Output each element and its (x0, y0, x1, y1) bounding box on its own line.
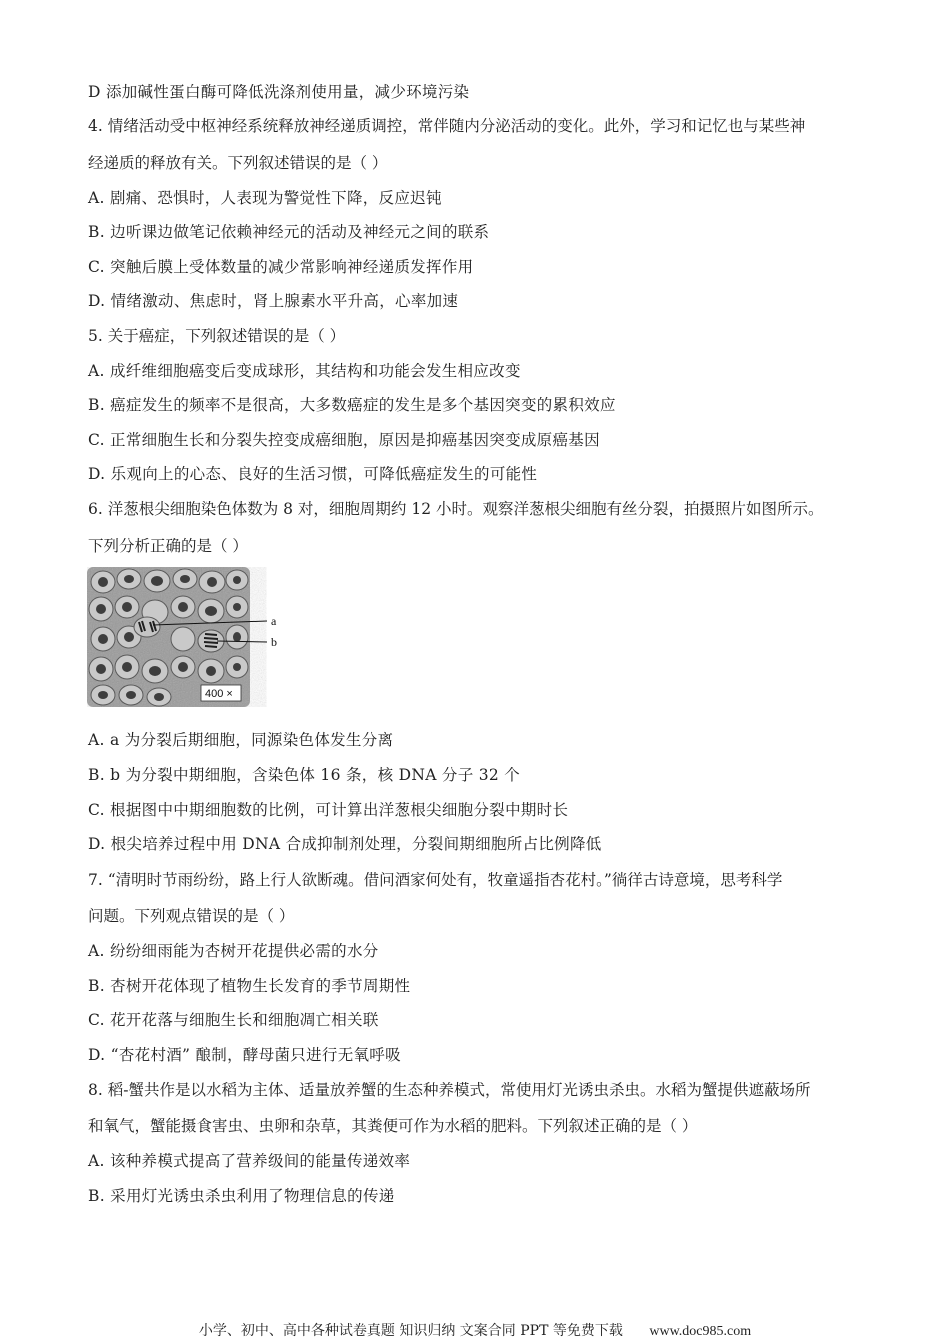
q4-option-d: D. 情绪激动、焦虑时，肾上腺素水平升高，心率加速 (88, 292, 459, 310)
q7-option-c: C. 花开花落与细胞生长和细胞凋亡相关联 (88, 1011, 379, 1029)
q7-stem-line2: 问题。下列观点错误的是（ ） (88, 907, 295, 925)
q7-option-a: A. 纷纷细雨能为杏树开花提供必需的水分 (88, 942, 379, 960)
q7-stem-line1: 7. “清明时节雨纷纷，路上行人欲断魂。借问酒家何处有，牧童遥指杏花村。”徜徉古诗意境，思考科学 (88, 871, 783, 889)
dividing-cell-a (134, 617, 160, 637)
q4-option-c: C. 突触后膜上受体数量的减少常影响神经递质发挥作用 (88, 258, 474, 276)
footer-url[interactable]: www.doc985.com (649, 1324, 752, 1339)
magnification-label: 400 × (205, 688, 233, 700)
q6-option-a: A. a 为分裂后期细胞，同源染色体发生分离 (88, 731, 394, 749)
q5-option-c: C. 正常细胞生长和分裂失控变成癌细胞，原因是抑癌基因突变成原癌基因 (88, 431, 600, 449)
q8-option-a: A. 该种养模式提高了营养级间的能量传递效率 (88, 1152, 411, 1170)
q4-stem-line2: 经递质的释放有关。下列叙述错误的是（ ） (88, 154, 388, 172)
label-a: a (271, 614, 277, 628)
q8-stem-line1: 8. 稻-蟹共作是以水稻为主体、适量放养蟹的生态种养模式，常使用灯光诱虫杀虫。水稻为蟹提供遮蔽场所 (88, 1081, 811, 1099)
page-footer (0, 1322, 950, 1341)
q6-stem-line1: 6. 洋葱根尖细胞染色体数为 8 对，细胞周期约 12 小时。观察洋葱根尖细胞有丝分裂，拍摄照片如图所示。 (88, 500, 824, 518)
q6-option-b: B. b 为分裂中期细胞，含染色体 16 条，核 DNA 分子 32 个 (88, 766, 521, 784)
q8-option-b: B. 采用灯光诱虫杀虫利用了物理信息的传递 (88, 1187, 395, 1205)
q7-option-d: D. “杏花村酒” 酿制，酵母菌只进行无氧呼吸 (88, 1046, 401, 1064)
q6-option-c: C. 根据图中中期细胞数的比例，可计算出洋葱根尖细胞分裂中期时长 (88, 801, 569, 819)
onion-root-tip-micrograph (87, 567, 283, 707)
q4-option-b: B. 边听课边做笔记依赖神经元的活动及神经元之间的联系 (88, 223, 490, 241)
q5-option-b: B. 癌症发生的频率不是很高，大多数癌症的发生是多个基因突变的累积效应 (88, 396, 616, 414)
label-b: b (271, 635, 277, 649)
q4-stem-line1: 4. 情绪活动受中枢神经系统释放神经递质调控，常伴随内分泌活动的变化。此外，学习和记忆也与某些神 (88, 117, 806, 135)
micrograph-figure (87, 567, 283, 707)
q5-option-a: A. 成纤维细胞癌变后变成球形，其结构和功能会发生相应改变 (88, 362, 521, 380)
q3-option-d: D 添加碱性蛋白酶可降低洗涤剂使用量，减少环境污染 (88, 83, 470, 101)
q6-stem-line2: 下列分析正确的是（ ） (88, 537, 248, 555)
q5-option-d: D. 乐观向上的心态、良好的生活习惯，可降低癌症发生的可能性 (88, 465, 538, 483)
q4-option-a: A. 剧痛、恐惧时，人表现为警觉性下降，反应迟钝 (88, 189, 442, 207)
q5-stem: 5. 关于癌症，下列叙述错误的是（ ） (88, 327, 346, 345)
footer-text: 小学、初中、高中各种试卷真题 知识归纳 文案合同 PPT 等免费下载 (198, 1323, 623, 1339)
q6-option-d: D. 根尖培养过程中用 DNA 合成抑制剂处理，分裂间期细胞所占比例降低 (88, 835, 602, 853)
q7-option-b: B. 杏树开花体现了植物生长发育的季节周期性 (88, 977, 411, 995)
q8-stem-line2: 和氧气，蟹能摄食害虫、虫卵和杂草，其粪便可作为水稻的肥料。下列叙述正确的是（ ） (88, 1117, 698, 1135)
